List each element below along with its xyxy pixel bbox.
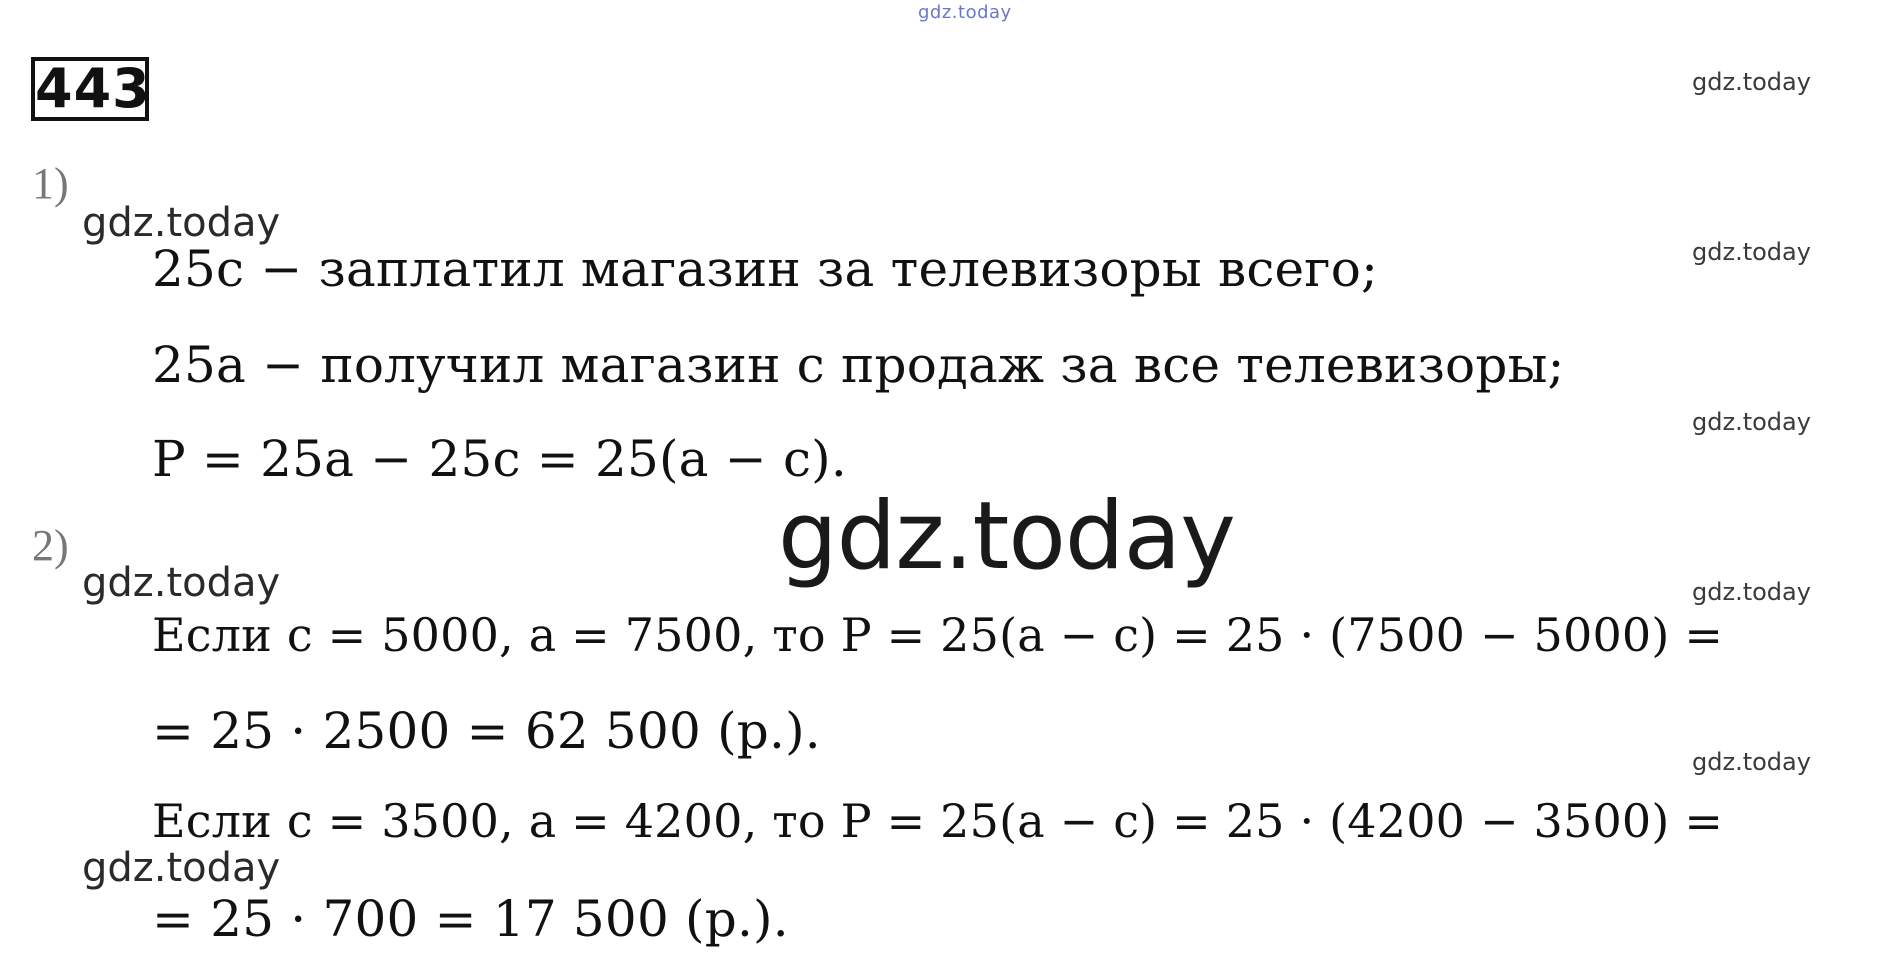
watermark-right: gdz.today xyxy=(1692,748,1811,776)
watermark-top: gdz.today xyxy=(918,2,1012,23)
solution-line: Если c = 5000, a = 7500, то P = 25(a − c) = 25 · (7500 − 5000) = xyxy=(152,608,1724,662)
solution-line: = 25 · 700 = 17 500 (р.). xyxy=(152,890,789,948)
watermark-left: gdz.today xyxy=(82,560,281,606)
watermark-right: gdz.today xyxy=(1692,238,1811,266)
section-label-1: 1) xyxy=(32,159,69,208)
watermark-right: gdz.today xyxy=(1692,68,1811,96)
watermark-right: gdz.today xyxy=(1692,408,1811,436)
watermark-left: gdz.today xyxy=(82,845,281,891)
section-label-2: 2) xyxy=(32,521,69,570)
watermark-right: gdz.today xyxy=(1692,578,1811,606)
solution-line: 25c − заплатил магазин за телевизоры всего; xyxy=(152,240,1379,298)
watermark-center: gdz.today xyxy=(778,482,1235,591)
problem-number: 443 xyxy=(31,57,149,121)
watermark-left: gdz.today xyxy=(82,200,281,246)
solution-line: 25a − получил магазин с продаж за все телевизоры; xyxy=(152,336,1565,394)
solution-line: P = 25a − 25c = 25(a − c). xyxy=(152,430,847,488)
solution-line: = 25 · 2500 = 62 500 (р.). xyxy=(152,702,821,760)
solution-line: Если c = 3500, a = 4200, то P = 25(a − c) = 25 · (4200 − 3500) = xyxy=(152,794,1724,848)
